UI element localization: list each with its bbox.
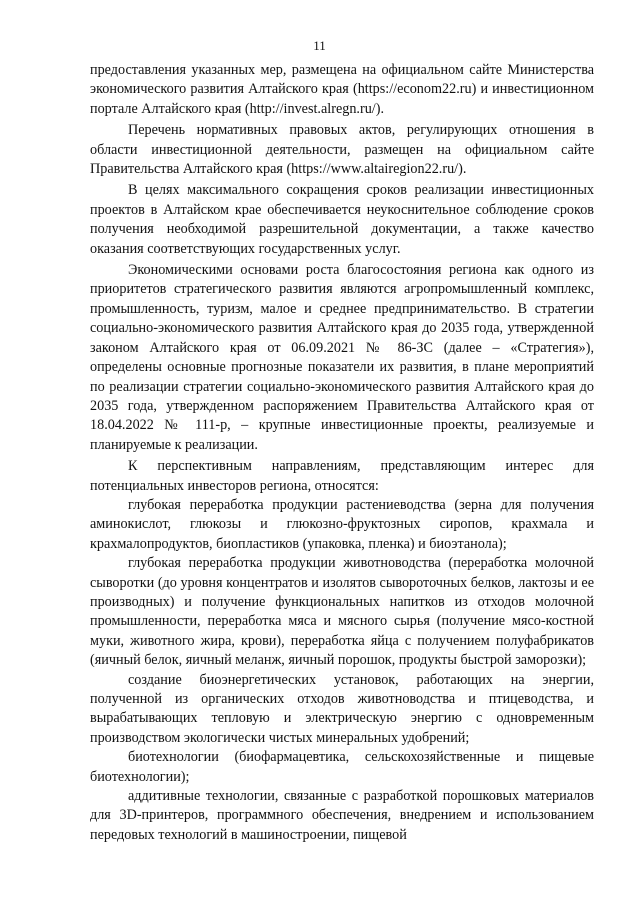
paragraph-legal-acts: Перечень нормативных правовых актов, регулирующих отношения в области инвестиционной деятельности, размещен на официальном сайте Правительства Алтайского края (https://www.altairegion22.ru/). (90, 122, 594, 178)
list-item-bioenergy: создание биоэнергетических установок, работающих на энергии, полученной из органических отходов животноводства и птицеводства, и вырабатывающих тепловую и электрическую энергию с одновременным производством экологически чистых минеральных удобрений; (90, 671, 594, 746)
list-item-additive-tech: аддитивные технологии, связанные с разработкой порошковых материалов для 3D-принтеров, программного обеспечения, внедрением и использованием передовых технологий в машиностроении, пищевой (90, 788, 594, 843)
paragraph-deadlines: В целях максимального сокращения сроков реализации инвестиционных проектов в Алтайском крае обеспечивается неукоснительное соблюдение сроков получения необходимой разрешительной документации, а также качество оказания соответствующих государственных услуг. (90, 182, 594, 257)
list-item-crop-processing: глубокая переработка продукции растениеводства (зерна для получения аминокислот, глюкозы и глюкозно-фруктозных сиропов, крахмала и крахмалопродуктов, биопластиков (упаковка, пленка) и биоэтанола); (90, 496, 594, 552)
list-item-biotech: биотехнологии (биофармацевтика, сельскохозяйственные и пищевые биотехнологии); (90, 749, 594, 785)
paragraph-continuation: предоставления указанных мер, размещена на официальном сайте Министерства экономического развития Алтайского края (https://econom22.ru) и инвестиционном портале Алтайского края (http://invest.alregn.ru/). (90, 62, 594, 117)
paragraph-directions-intro: К перспективным направлениям, представляющим интерес для потенциальных инвесторов региона, относятся: (90, 458, 594, 494)
document-body (90, 61, 594, 845)
list-item-livestock-processing: глубокая переработка продукции животноводства (переработка молочной сыворотки (до уровня концентратов и изолятов сывороточных белков, лактозы и ее производных) и получение функциональных напитков из отходов молочной промышленности, переработка мяса и мясного сырья (получение мясо-костной муки, животного жира, крови), переработка яйца с получением полуфабрикатов (яичный белок, яичный меланж, яичный порошок, продукты быстрой заморозки); (90, 555, 594, 669)
paragraph-economic-basis: Экономическими основами роста благосостояния региона как одного из приоритетов стратегического развития являются агропромышленный комплекс, промышленность, туризм, малое и среднее предпринимательство. В стратегии социально-экономического развития Алтайского края до 2035 года, утвержденной законом Алтайского края от 06.09.2021 № 86-ЗС (далее – «Стратегия»), определены основные прогнозные показатели их развития, в плане мероприятий по реализации стратегии социально-экономического развития Алтайского края до 2035 года, утвержденном распоряжением Правительства Алтайского края от 18.04.2022 № 111-р, – крупные инвестиционные проекты, реализуемые и планируемые к реализации. (90, 262, 594, 453)
page-number: 11 (313, 38, 326, 53)
